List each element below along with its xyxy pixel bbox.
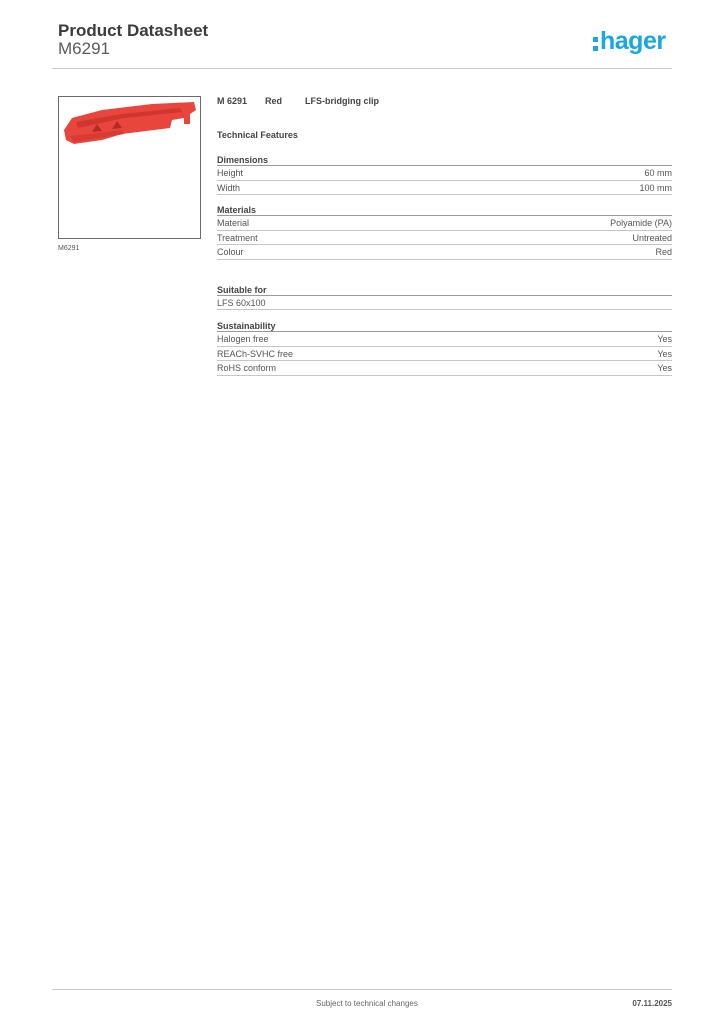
row-value: 60 mm xyxy=(644,168,672,178)
datasheet-content xyxy=(217,96,672,376)
row-value: Yes xyxy=(657,363,672,373)
row-label: Height xyxy=(217,168,244,178)
table-row xyxy=(217,332,672,347)
table-row xyxy=(217,181,672,196)
table-row xyxy=(217,245,672,260)
table-row xyxy=(217,216,672,231)
row-label: Halogen free xyxy=(217,334,269,344)
row-value: Yes xyxy=(657,348,672,359)
section-title: Sustainability xyxy=(217,320,672,332)
table-row xyxy=(217,347,672,362)
product-line xyxy=(217,96,672,108)
row-value: Red xyxy=(655,247,672,257)
row-value: Polyamide (PA) xyxy=(610,218,672,228)
table-row xyxy=(217,166,672,181)
section-suitable-for xyxy=(217,284,672,311)
row-label: LFS 60x100 xyxy=(217,297,266,308)
row-label: Width xyxy=(217,182,241,193)
image-caption: M6291 xyxy=(58,245,80,252)
section-title: Suitable for xyxy=(217,284,672,296)
row-value: 100 mm xyxy=(639,182,672,193)
row-value: Untreated xyxy=(632,232,672,243)
footer-note: Subject to technical changes xyxy=(316,999,418,1008)
row-label: Treatment xyxy=(217,232,258,243)
header-divider xyxy=(52,68,672,69)
footer-divider xyxy=(52,989,672,990)
product-code: M 6291 xyxy=(217,96,248,106)
row-label: REACh-SVHC free xyxy=(217,348,294,359)
page-subtitle: M6291 xyxy=(58,39,110,58)
page-title: Product Datasheet xyxy=(58,21,209,40)
table-row xyxy=(217,361,672,376)
product-image xyxy=(58,96,201,239)
row-label: RoHS conform xyxy=(217,363,277,373)
bridging-clip-image xyxy=(62,100,197,150)
table-row xyxy=(217,296,672,311)
product-color: Red xyxy=(265,96,283,106)
section-materials xyxy=(217,204,672,260)
row-label: Material xyxy=(217,218,250,228)
technical-features-heading: Technical Features xyxy=(217,130,298,140)
section-title: Materials xyxy=(217,204,672,216)
footer-date: 07.11.2025 xyxy=(632,999,672,1008)
section-sustainability xyxy=(217,320,672,376)
product-name: LFS-bridging clip xyxy=(305,96,379,106)
logo-colon-icon xyxy=(593,37,599,53)
table-row xyxy=(217,231,672,246)
row-value: Yes xyxy=(657,334,672,344)
section-title: Dimensions xyxy=(217,154,672,166)
logo-text: hager xyxy=(600,27,666,55)
row-label: Colour xyxy=(217,247,244,257)
section-dimensions xyxy=(217,154,672,195)
